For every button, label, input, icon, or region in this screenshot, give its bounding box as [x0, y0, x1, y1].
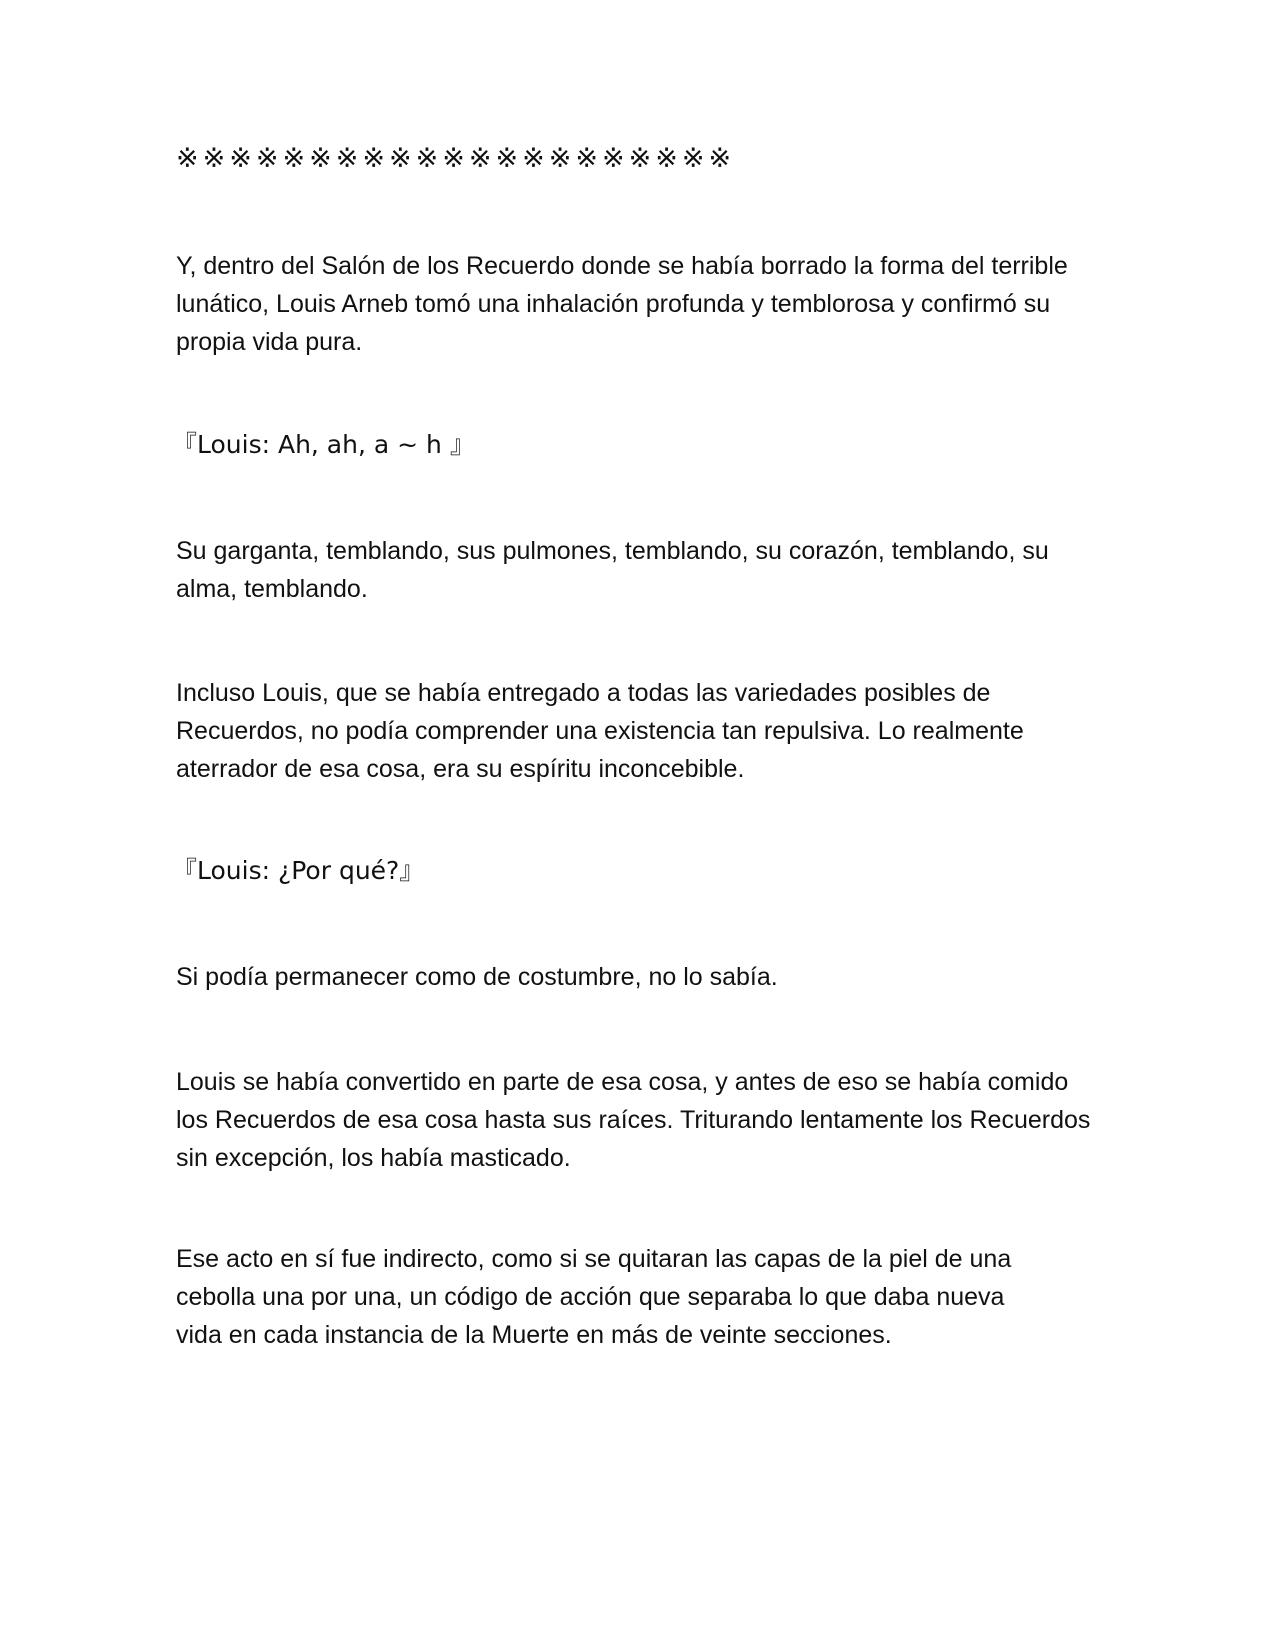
dialogue-2: 『Louis: ¿Por qué?』 — [172, 856, 425, 885]
section-separator: ※※※※※※※※※※※※※※※※※※※※※ — [176, 143, 736, 174]
paragraph-3: Incluso Louis, que se había entregado a todas las variedades posibles de Recuerdos, no podía comprender una existencia tan repulsiva. Lo realmente aterrador de esa cosa, era su espíritu inconcebible. — [176, 679, 1024, 783]
paragraph-5: Louis se había convertido en parte de esa cosa, y antes de eso se había comido los Recuerdos de esa cosa hasta sus raíces. Triturando lentamente los Recuerdos sin excepción, los había masticado. — [176, 1068, 1091, 1172]
dialogue-1: 『Louis: Ah, ah, a ~ h 』 — [172, 430, 475, 459]
paragraph-1: Y, dentro del Salón de los Recuerdo donde se había borrado la forma del terrible lunático, Louis Arneb tomó una inhalación profunda y temblorosa y confirmó su propia vida pura. — [176, 252, 1068, 356]
paragraph-4: Si podía permanecer como de costumbre, no lo sabía. — [176, 963, 778, 991]
paragraph-6: Ese acto en sí fue indirecto, como si se quitaran las capas de la piel de una cebolla una por una, un código de acción que separaba lo que daba nueva vida en cada instancia de la Muerte en más de veinte secciones. — [176, 1245, 1012, 1349]
paragraph-2: Su garganta, temblando, sus pulmones, temblando, su corazón, temblando, su alma, temblando. — [176, 537, 1049, 603]
